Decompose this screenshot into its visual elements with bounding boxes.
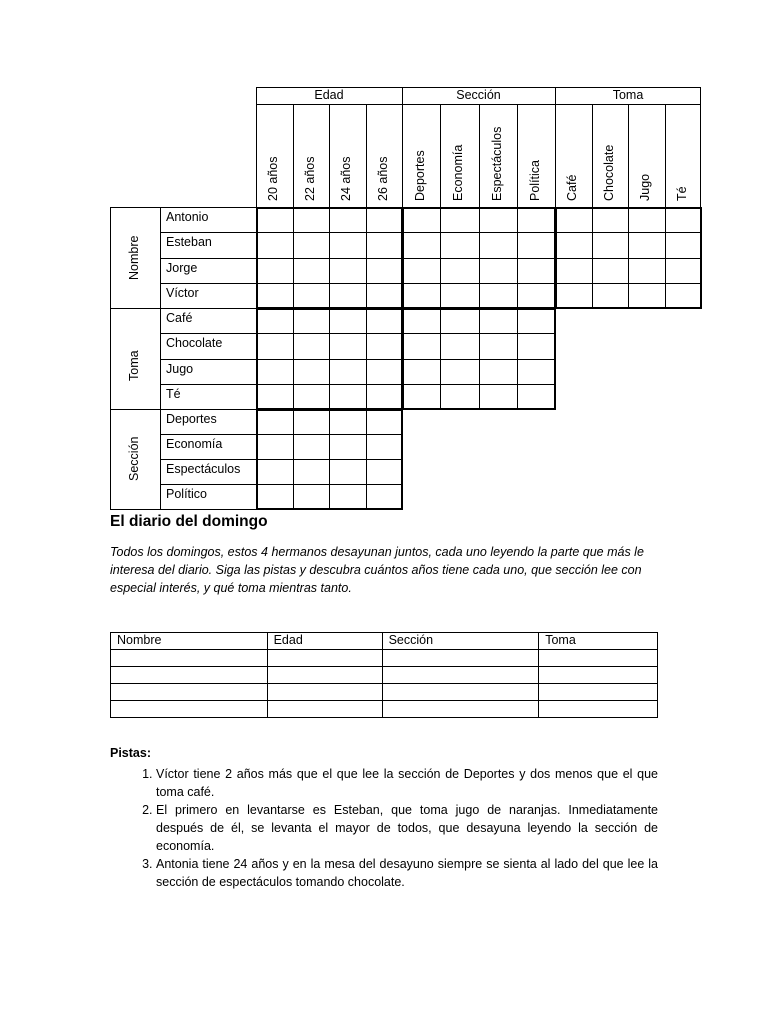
answer-cell[interactable] [382, 667, 539, 684]
grid-cell[interactable] [293, 232, 331, 258]
grid-cell[interactable] [402, 333, 441, 359]
grid-cell[interactable] [366, 359, 404, 385]
pista-item: 3. Antonia tiene 24 años y en la mesa del desayuno siempre se sienta al lado del que lee la sección de espectáculos tomando chocolate. [156, 855, 658, 891]
header-vertical-line [628, 104, 629, 207]
row-line [160, 459, 256, 460]
header-vertical-line [665, 104, 666, 207]
grid-cell[interactable] [517, 283, 556, 309]
grid-cell[interactable] [592, 207, 630, 233]
grid-cell[interactable] [479, 258, 518, 284]
column-item-label: Chocolate [601, 144, 616, 201]
grid-cell[interactable] [366, 484, 404, 510]
answer-cell[interactable] [382, 684, 539, 701]
answer-cell[interactable] [111, 684, 268, 701]
grid-cell[interactable] [517, 384, 556, 410]
grid-cell[interactable] [555, 283, 593, 309]
grid-cell[interactable] [402, 359, 441, 385]
grid-cell[interactable] [665, 232, 703, 258]
answer-header-cell: Edad [267, 633, 382, 650]
grid-cell[interactable] [329, 232, 367, 258]
header-vertical-line [402, 87, 403, 207]
column-group-header: Edad [314, 88, 344, 102]
answer-header-cell: Nombre [111, 633, 268, 650]
grid-cell[interactable] [402, 207, 441, 233]
grid-cell[interactable] [366, 434, 404, 460]
column-item-label: Política [527, 160, 542, 201]
header-vertical-line [592, 104, 593, 207]
grid-cell[interactable] [293, 434, 331, 460]
grid-cell[interactable] [517, 359, 556, 385]
grid-cell[interactable] [628, 232, 666, 258]
grid-cell[interactable] [256, 258, 294, 284]
column-item-label: 22 años [302, 156, 317, 201]
row-item-label: Antonio [166, 210, 209, 224]
row-line [160, 333, 256, 334]
grid-cell[interactable] [665, 283, 703, 309]
row-item-label: Político [166, 487, 207, 501]
answer-cell[interactable] [111, 667, 268, 684]
answer-cell[interactable] [111, 701, 268, 718]
column-item-label: Café [565, 174, 580, 201]
grid-cell[interactable] [256, 384, 294, 410]
answer-cell[interactable] [539, 667, 658, 684]
grid-cell[interactable] [366, 207, 404, 233]
grid-cell[interactable] [256, 484, 294, 510]
grid-cell[interactable] [440, 232, 479, 258]
grid-cell[interactable] [293, 308, 331, 334]
grid-cell[interactable] [329, 283, 367, 309]
grid-cell[interactable] [665, 207, 703, 233]
answer-cell[interactable] [267, 650, 382, 667]
row-line [160, 359, 256, 360]
row-item-label: Economía [166, 437, 223, 451]
grid-cell[interactable] [440, 207, 479, 233]
grid-cell[interactable] [555, 207, 593, 233]
grid-cell[interactable] [256, 409, 294, 435]
row-group-header: Nombre [127, 235, 141, 280]
grid-cell[interactable] [366, 459, 404, 485]
answer-row [111, 684, 658, 701]
column-group-header: Toma [612, 88, 644, 102]
answer-header-cell: Toma [539, 633, 658, 650]
row-item-label: Café [166, 311, 193, 325]
grid-cell[interactable] [366, 232, 404, 258]
row-line [160, 258, 256, 259]
row-group-header: Sección [127, 436, 141, 481]
header-vertical-line [700, 87, 701, 207]
column-group-header: Sección [456, 88, 501, 102]
header-vertical-line [440, 104, 441, 207]
header-vertical-line [555, 87, 556, 207]
grid-cell[interactable] [256, 232, 294, 258]
grid-cell[interactable] [402, 384, 441, 410]
row-group-line [110, 409, 256, 410]
answer-cell[interactable] [267, 701, 382, 718]
grid-cell[interactable] [517, 207, 556, 233]
answer-row [111, 701, 658, 718]
grid-cell[interactable] [479, 333, 518, 359]
header-vertical-line [329, 104, 330, 207]
header-vertical-line [479, 104, 480, 207]
grid-cell[interactable] [479, 232, 518, 258]
grid-cell[interactable] [366, 283, 404, 309]
answer-row [111, 667, 658, 684]
column-item-label: Espectáculos [489, 126, 504, 201]
row-item-label: Jorge [166, 260, 198, 275]
grid-cell[interactable] [366, 308, 404, 334]
answer-cell[interactable] [267, 667, 382, 684]
grid-cell[interactable] [329, 207, 367, 233]
grid-cell[interactable] [402, 258, 441, 284]
row-item-label: Esteban [166, 235, 212, 250]
row-line [160, 384, 256, 385]
answer-cell[interactable] [539, 701, 658, 718]
grid-cell[interactable] [329, 409, 367, 435]
grid-cell[interactable] [329, 384, 367, 410]
row-item-label: Jugo [166, 361, 194, 376]
grid-cell[interactable] [665, 258, 703, 284]
grid-cell[interactable] [517, 232, 556, 258]
grid-cell[interactable] [366, 384, 404, 410]
grid-cell[interactable] [329, 459, 367, 485]
grid-cell[interactable] [293, 283, 331, 309]
grid-cell[interactable] [479, 308, 518, 334]
grid-cell[interactable] [479, 359, 518, 385]
row-line [160, 232, 256, 233]
answer-header-row [111, 633, 658, 650]
grid-cell[interactable] [402, 283, 441, 309]
grid-cell[interactable] [517, 333, 556, 359]
answer-cell[interactable] [382, 701, 539, 718]
grid-cell[interactable] [440, 384, 479, 410]
row-item-label: Espectáculos [166, 462, 241, 476]
pista-item: 2. El primero en levantarse es Esteban, que toma jugo de naranjas. Inmediatamente después de él, se levanta el mayor de todos, que desayuna leyendo la sección de economía. [156, 801, 658, 855]
grid-cell[interactable] [555, 232, 593, 258]
row-line [160, 283, 256, 284]
grid-cell[interactable] [628, 207, 666, 233]
grid-cell[interactable] [293, 459, 331, 485]
grid-cell[interactable] [256, 207, 294, 233]
column-item-label: Deportes [413, 150, 428, 201]
grid-cell[interactable] [256, 308, 294, 334]
row-line [160, 484, 256, 485]
grid-cell[interactable] [628, 283, 666, 309]
column-item-label: Té [674, 186, 689, 201]
column-item-label: 26 años [375, 156, 390, 201]
grid-cell[interactable] [517, 308, 556, 334]
grid-cell[interactable] [329, 308, 367, 334]
grid-cell[interactable] [479, 283, 518, 309]
column-item-label: 20 años [266, 156, 281, 201]
answer-cell[interactable] [267, 684, 382, 701]
row-item-label: Deportes [166, 412, 217, 426]
grid-cell[interactable] [256, 333, 294, 359]
row-header-left-line [110, 207, 111, 509]
grid-cell[interactable] [402, 308, 441, 334]
grid-cell[interactable] [479, 207, 518, 233]
grid-cell[interactable] [329, 258, 367, 284]
row-header-top-line [110, 207, 256, 208]
answer-row [111, 650, 658, 667]
grid-cell[interactable] [628, 258, 666, 284]
header-vertical-line [517, 104, 518, 207]
grid-cell[interactable] [592, 258, 630, 284]
grid-cell[interactable] [592, 283, 630, 309]
page-title: El diario del domingo [110, 513, 268, 530]
answer-cell[interactable] [111, 650, 268, 667]
grid-cell[interactable] [366, 333, 404, 359]
row-line [160, 434, 256, 435]
grid-cell[interactable] [293, 207, 331, 233]
grid-cell[interactable] [329, 359, 367, 385]
grid-cell[interactable] [329, 333, 367, 359]
grid-cell[interactable] [293, 333, 331, 359]
row-group-line [110, 509, 256, 510]
grid-cell[interactable] [517, 258, 556, 284]
answer-cell[interactable] [539, 684, 658, 701]
grid-cell[interactable] [256, 359, 294, 385]
grid-cell[interactable] [592, 232, 630, 258]
header-vertical-line [293, 104, 294, 207]
grid-cell[interactable] [440, 308, 479, 334]
grid-cell[interactable] [366, 409, 404, 435]
header-vertical-line [256, 87, 257, 207]
row-item-label: Chocolate [166, 336, 223, 351]
grid-cell[interactable] [479, 384, 518, 410]
grid-cell[interactable] [293, 359, 331, 385]
pistas-list [110, 765, 658, 891]
grid-cell[interactable] [402, 232, 441, 258]
pistas-title: Pistas: [110, 746, 151, 760]
grid-cell[interactable] [293, 484, 331, 510]
column-item-label: 24 años [339, 156, 354, 201]
grid-cell[interactable] [329, 434, 367, 460]
row-item-label: Víctor [166, 285, 199, 300]
intro-paragraph: Todos los domingos, estos 4 hermanos desayunan juntos, cada uno leyendo la parte que más le interesa del diario. Siga las pistas y descubra cuántos años tiene cada uno, que sección lee con especial interés, y qué toma mientras tanto. [110, 545, 644, 595]
grid-cell[interactable] [293, 409, 331, 435]
grid-cell[interactable] [256, 459, 294, 485]
grid-cell[interactable] [293, 384, 331, 410]
row-group-header: Toma [127, 349, 141, 381]
grid-cell[interactable] [440, 333, 479, 359]
row-item-label: Té [166, 386, 181, 401]
header-vertical-line [366, 104, 367, 207]
grid-cell[interactable] [440, 359, 479, 385]
column-item-label: Jugo [638, 173, 653, 201]
row-group-line [110, 308, 256, 309]
grid-cell[interactable] [440, 283, 479, 309]
grid-cell[interactable] [256, 434, 294, 460]
column-item-label: Economía [451, 144, 466, 201]
answer-header-cell: Sección [382, 633, 539, 650]
answer-cell[interactable] [539, 650, 658, 667]
grid-cell[interactable] [293, 258, 331, 284]
grid-cell[interactable] [256, 283, 294, 309]
grid-cell[interactable] [555, 258, 593, 284]
grid-cell[interactable] [440, 258, 479, 284]
answer-cell[interactable] [382, 650, 539, 667]
grid-cell[interactable] [366, 258, 404, 284]
pista-item: 1. Víctor tiene 2 años más que el que lee la sección de Deportes y dos menos que el que toma café. [156, 765, 658, 801]
grid-cell[interactable] [329, 484, 367, 510]
answer-table [110, 632, 658, 718]
